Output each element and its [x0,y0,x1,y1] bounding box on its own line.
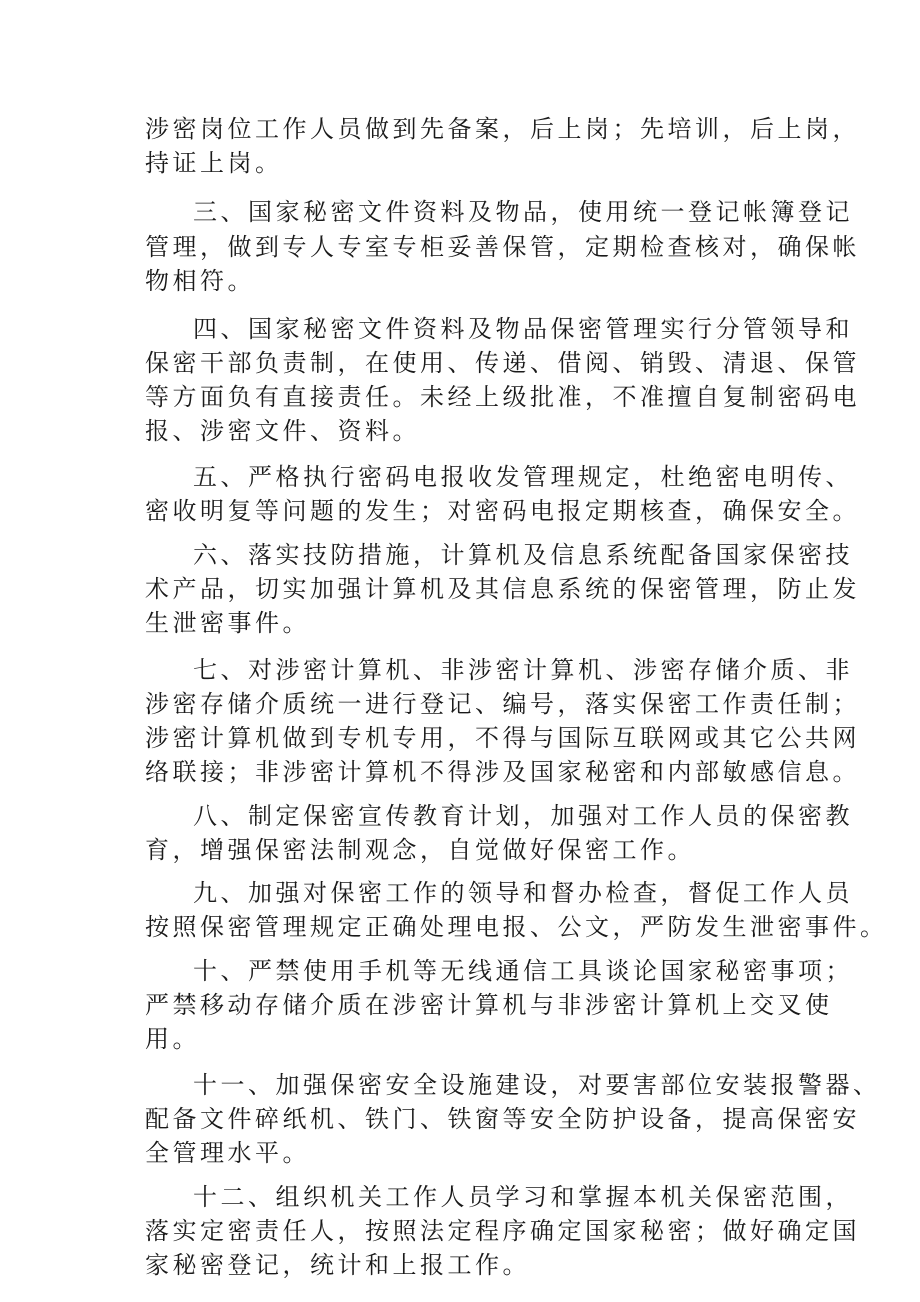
text-line: 等方面负有直接责任。未经上级批准，不准擅自复制密码电 [145,383,860,411]
text-line: 家秘密登记，统计和上报工作。 [145,1251,530,1279]
paragraph-9-line-1: 九、加强对保密工作的领导和督办检查，督促工作人员 [193,879,853,907]
text-line: 配备文件碎纸机、铁门、铁窗等安全防护设备，提高保密安 [145,1105,860,1133]
text-line: 管理，做到专人专室专柜妥善保管，定期检查核对，确保帐 [145,233,860,261]
paragraph-6-line-1: 六、落实技防措施，计算机及信息系统配备国家保密技 [193,541,853,569]
text-line: 落实定密责任人，按照法定程序确定国家秘密；做好确定国 [145,1217,860,1245]
text-line: 术产品，切实加强计算机及其信息系统的保密管理，防止发 [145,575,860,603]
text-line: 生泄密事件。 [145,609,310,637]
paragraph-4-line-1: 四、国家秘密文件资料及物品保密管理实行分管领导和 [193,315,853,343]
text-line: 涉密岗位工作人员做到先备案，后上岗；先培训，后上岗， [145,115,860,143]
text-line: 报、涉密文件、资料。 [145,417,420,445]
text-line: 全管理水平。 [145,1139,310,1167]
paragraph-8-line-1: 八、制定保密宣传教育计划，加强对工作人员的保密教 [193,802,853,830]
text-line: 保密干部负责制，在使用、传递、借阅、销毁、清退、保管 [145,349,860,377]
paragraph-12-line-1: 十二、组织机关工作人员学习和掌握本机关保密范围， [193,1183,853,1211]
text-line: 涉密存储介质统一进行登记、编号，落实保密工作责任制； [145,690,860,718]
text-line: 涉密计算机做到专机专用，不得与国际互联网或其它公共网 [145,724,860,752]
text-line: 持证上岗。 [145,149,283,177]
paragraph-7-line-1: 七、对涉密计算机、非涉密计算机、涉密存储介质、非 [193,656,853,684]
text-line: 用。 [145,1025,200,1053]
text-line: 严禁移动存储介质在涉密计算机与非涉密计算机上交叉使 [145,991,833,1019]
paragraph-11-line-1: 十一、加强保密安全设施建设，对要害部位安装报警器、 [193,1071,881,1099]
text-line: 物相符。 [145,267,255,295]
text-line: 按照保密管理规定正确处理电报、公文，严防发生泄密事件。 [145,913,888,941]
paragraph-3-line-1: 三、国家秘密文件资料及物品，使用统一登记帐簿登记 [193,198,853,226]
text-line: 密收明复等问题的发生；对密码电报定期核查，确保安全。 [145,497,860,525]
text-line: 育，增强保密法制观念，自觉做好保密工作。 [145,836,695,864]
paragraph-10-line-1: 十、严禁使用手机等无线通信工具谈论国家秘密事项； [193,957,853,985]
paragraph-5-line-1: 五、严格执行密码电报收发管理规定，杜绝密电明传、 [193,463,853,491]
text-line: 络联接；非涉密计算机不得涉及国家秘密和内部敏感信息。 [145,758,860,786]
